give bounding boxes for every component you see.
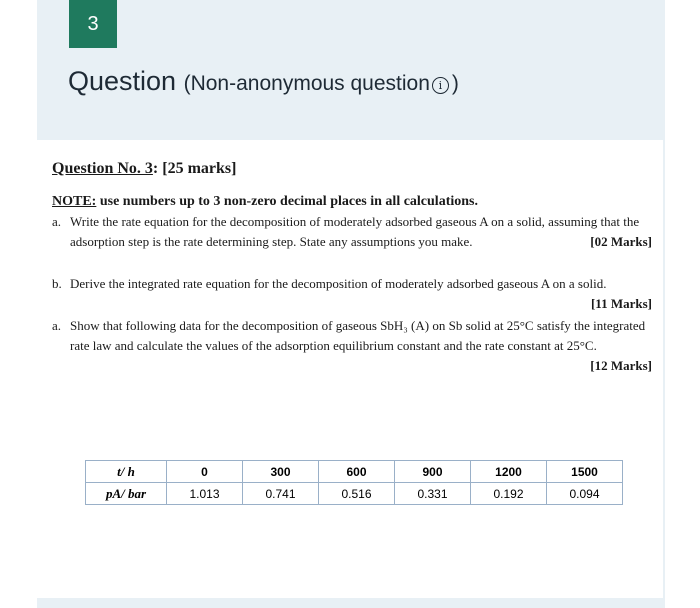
note-line xyxy=(52,194,652,210)
data-table xyxy=(85,460,623,505)
table-cell: 0.741 xyxy=(243,483,319,505)
question-title xyxy=(68,66,459,97)
table-cell: 1500 xyxy=(547,461,623,483)
part-text: Show that following data for the decomposition of gaseous SbH₃ (A) on Sb solid at 25°C satisfy the integrated rate law and calculate the values of the adsorption equilibrium constant and the rate constant at 25°C. xyxy=(70,318,646,353)
question-heading-marks: : [25 marks] xyxy=(152,160,237,177)
table-cell: 1200 xyxy=(471,461,547,483)
table-cell: 0.331 xyxy=(395,483,471,505)
table-cell: 1.013 xyxy=(167,483,243,505)
table-cell: 0 xyxy=(167,461,243,483)
table-cell: 0.516 xyxy=(319,483,395,505)
part-marks: [12 Marks] xyxy=(590,358,652,373)
part-marks: [02 Marks] xyxy=(590,234,652,249)
part-marks: [11 Marks] xyxy=(590,296,652,311)
table-header-pressure: pA/ bar xyxy=(86,483,167,505)
question-type-label: (Non-anonymous question xyxy=(183,72,430,95)
table-cell: 0.094 xyxy=(547,483,623,505)
question-title-main: Question xyxy=(68,66,177,96)
table-row xyxy=(86,483,623,505)
question-title-sub xyxy=(184,72,459,95)
question-type-suffix: ) xyxy=(451,72,459,95)
table-cell: 300 xyxy=(243,461,319,483)
table-cell: 600 xyxy=(319,461,395,483)
table-header-time: t/ h xyxy=(86,461,167,483)
note-text: use numbers up to 3 non-zero decimal places in all calculations. xyxy=(96,194,478,209)
part-text: Write the rate equation for the decomposition of moderately adsorbed gaseous A on a solid, assuming that the adsorption step is the rate determining step. State any assumptions you make. xyxy=(70,214,640,249)
table-cell: 0.192 xyxy=(471,483,547,505)
part-letter: b. xyxy=(52,276,62,291)
question-part-b xyxy=(52,274,652,311)
question-number-badge: 3 xyxy=(69,0,117,48)
part-letter: a. xyxy=(52,318,62,333)
table-cell: 900 xyxy=(395,461,471,483)
question-document xyxy=(52,160,652,376)
question-heading-label: Question No. 3 xyxy=(52,160,153,177)
question-part-a xyxy=(52,212,652,252)
part-text: Derive the integrated rate equation for the decomposition of moderately adsorbed gaseous A on a solid. xyxy=(70,276,607,291)
info-icon[interactable]: i xyxy=(432,77,449,94)
question-heading xyxy=(52,160,652,178)
note-label: NOTE: xyxy=(52,194,97,209)
part-letter: a. xyxy=(52,214,62,229)
question-part-c xyxy=(52,316,652,373)
table-row xyxy=(86,461,623,483)
